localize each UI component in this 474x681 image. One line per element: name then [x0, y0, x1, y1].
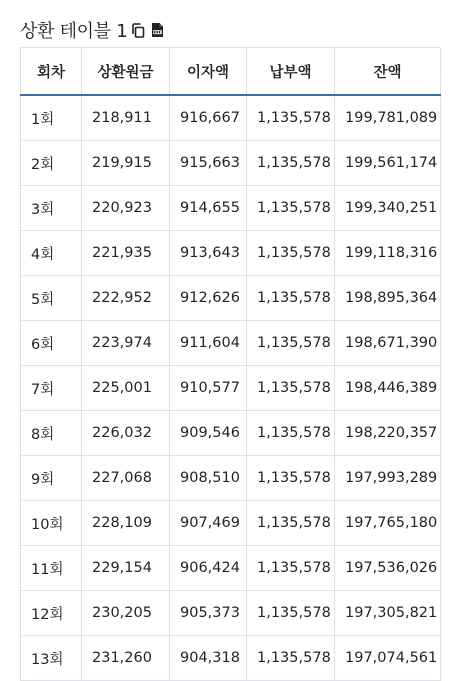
round-cell: 8회 [21, 411, 82, 456]
balance-cell: 199,340,251 [335, 186, 441, 231]
payment-cell: 1,135,578 [247, 636, 335, 681]
interest-cell: 909,546 [170, 411, 247, 456]
principal-cell: 221,935 [82, 231, 170, 276]
table-title: 상환 테이블 1 [20, 21, 128, 42]
principal-cell: 230,205 [82, 591, 170, 636]
payment-cell: 1,135,578 [247, 456, 335, 501]
principal-cell: 218,911 [82, 95, 170, 141]
interest-cell: 912,626 [170, 276, 247, 321]
table-row [21, 501, 441, 546]
principal-cell: 229,154 [82, 546, 170, 591]
header-row [21, 48, 441, 96]
repayment-table [20, 47, 441, 681]
pdf-file-icon[interactable] [149, 21, 165, 39]
interest-cell: 915,663 [170, 141, 247, 186]
table-row [21, 636, 441, 681]
balance-cell: 197,536,026 [335, 546, 441, 591]
principal-cell: 231,260 [82, 636, 170, 681]
table-row [21, 95, 441, 141]
table-row [21, 321, 441, 366]
payment-cell: 1,135,578 [247, 276, 335, 321]
principal-cell: 219,915 [82, 141, 170, 186]
principal-cell: 226,032 [82, 411, 170, 456]
interest-cell: 907,469 [170, 501, 247, 546]
round-cell: 12회 [21, 591, 82, 636]
payment-cell: 1,135,578 [247, 321, 335, 366]
round-cell: 2회 [21, 141, 82, 186]
interest-cell: 904,318 [170, 636, 247, 681]
principal-cell: 225,001 [82, 366, 170, 411]
payment-cell: 1,135,578 [247, 186, 335, 231]
principal-cell: 220,923 [82, 186, 170, 231]
payment-cell: 1,135,578 [247, 231, 335, 276]
round-cell: 9회 [21, 456, 82, 501]
column-header-round: 회차 [21, 48, 82, 96]
principal-cell: 223,974 [82, 321, 170, 366]
column-header-principal: 상환원금 [82, 48, 170, 96]
balance-cell: 198,671,390 [335, 321, 441, 366]
interest-cell: 908,510 [170, 456, 247, 501]
payment-cell: 1,135,578 [247, 546, 335, 591]
balance-cell: 199,561,174 [335, 141, 441, 186]
balance-cell: 198,895,364 [335, 276, 441, 321]
payment-cell: 1,135,578 [247, 591, 335, 636]
table-row [21, 186, 441, 231]
interest-cell: 911,604 [170, 321, 247, 366]
table-title-row [20, 16, 165, 44]
round-cell: 13회 [21, 636, 82, 681]
table-row [21, 276, 441, 321]
payment-cell: 1,135,578 [247, 366, 335, 411]
balance-cell: 197,993,289 [335, 456, 441, 501]
balance-cell: 197,074,561 [335, 636, 441, 681]
round-cell: 1회 [21, 95, 82, 141]
table-header [21, 48, 441, 96]
round-cell: 3회 [21, 186, 82, 231]
column-header-balance: 잔액 [335, 48, 441, 96]
table-row [21, 366, 441, 411]
interest-cell: 906,424 [170, 546, 247, 591]
payment-cell: 1,135,578 [247, 141, 335, 186]
balance-cell: 198,446,389 [335, 366, 441, 411]
balance-cell: 197,765,180 [335, 501, 441, 546]
payment-cell: 1,135,578 [247, 501, 335, 546]
balance-cell: 199,118,316 [335, 231, 441, 276]
round-cell: 5회 [21, 276, 82, 321]
interest-cell: 910,577 [170, 366, 247, 411]
payment-cell: 1,135,578 [247, 411, 335, 456]
round-cell: 11회 [21, 546, 82, 591]
table-row [21, 231, 441, 276]
balance-cell: 198,220,357 [335, 411, 441, 456]
table-row [21, 456, 441, 501]
column-header-interest: 이자액 [170, 48, 247, 96]
table-row [21, 591, 441, 636]
copy-icon[interactable] [130, 21, 146, 39]
principal-cell: 227,068 [82, 456, 170, 501]
payment-cell: 1,135,578 [247, 95, 335, 141]
balance-cell: 199,781,089 [335, 95, 441, 141]
interest-cell: 905,373 [170, 591, 247, 636]
table-row [21, 141, 441, 186]
interest-cell: 914,655 [170, 186, 247, 231]
round-cell: 10회 [21, 501, 82, 546]
table-row [21, 411, 441, 456]
interest-cell: 913,643 [170, 231, 247, 276]
round-cell: 6회 [21, 321, 82, 366]
table-body [21, 95, 441, 681]
principal-cell: 222,952 [82, 276, 170, 321]
column-header-payment: 납부액 [247, 48, 335, 96]
table-row [21, 546, 441, 591]
round-cell: 4회 [21, 231, 82, 276]
principal-cell: 228,109 [82, 501, 170, 546]
balance-cell: 197,305,821 [335, 591, 441, 636]
interest-cell: 916,667 [170, 95, 247, 141]
round-cell: 7회 [21, 366, 82, 411]
